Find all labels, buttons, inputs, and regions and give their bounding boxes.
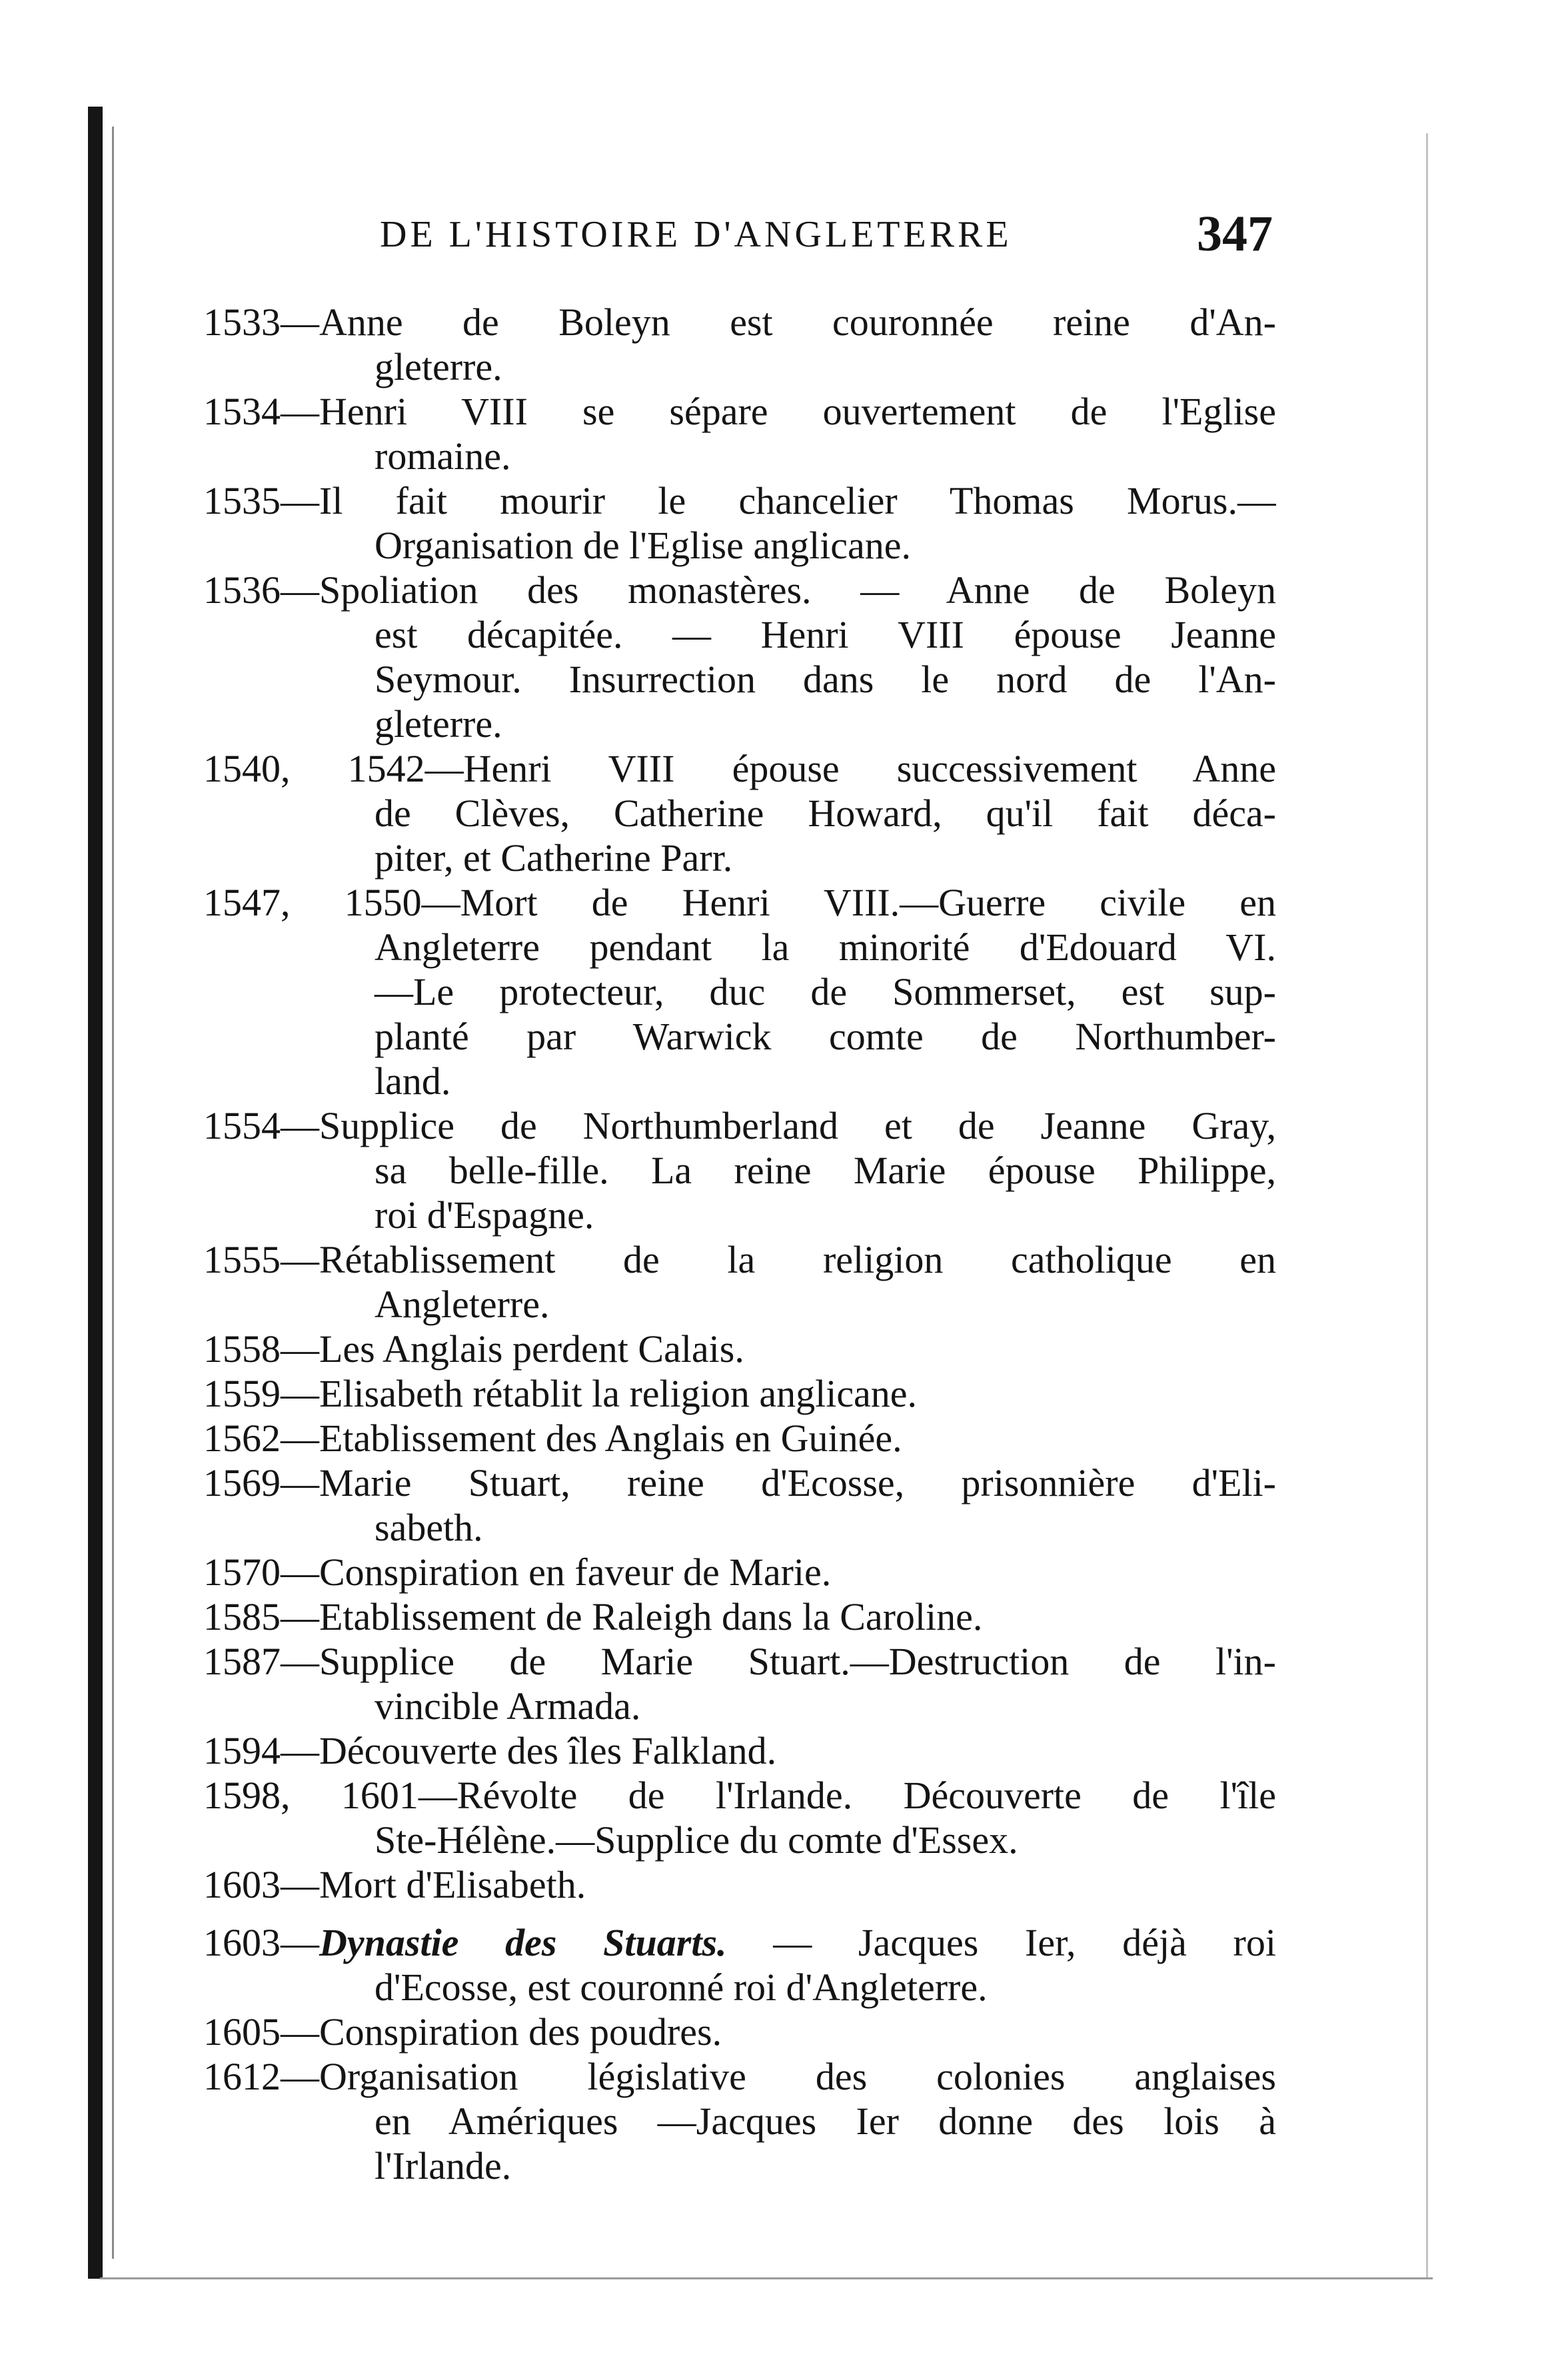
chronology-entry bbox=[203, 1371, 1276, 1416]
entry-first-line: 1587—Supplice de Marie Stuart.—Destruction de l'in- bbox=[203, 1640, 1276, 1683]
entry-continuation-line: Organisation de l'Eglise anglicane. bbox=[375, 524, 912, 567]
entry-continuation-line: gleterre. bbox=[375, 702, 502, 746]
chronology-entry bbox=[203, 389, 1276, 478]
entry-continuation-line: gleterre. bbox=[375, 345, 502, 388]
entry-first-line: 1534—Henri VIII se sépare ouvertement de l'Eglise bbox=[203, 390, 1276, 433]
entry-continuation-line: est décapitée. — Henri VIII épouse Jeanne bbox=[375, 613, 1276, 656]
entry-continuation-line: Seymour. Insurrection dans le nord de l'An- bbox=[375, 658, 1276, 701]
entry-first-line: 1603—Mort d'Elisabeth. bbox=[203, 1863, 586, 1906]
entry-first-line: 1536—Spoliation des monastères. — Anne de Boleyn bbox=[203, 568, 1276, 612]
entry-text: — Jacques Ier, déjà roi bbox=[726, 1921, 1276, 1964]
entry-first-line: 1598, 1601—Révolte de l'Irlande. Découverte de l'île bbox=[203, 1774, 1276, 1817]
entry-first-line: 1554—Supplice de Northumberland et de Jeanne Gray, bbox=[203, 1104, 1276, 1147]
entry-continuation-line: romaine. bbox=[375, 434, 511, 478]
chronology-list bbox=[203, 300, 1276, 2188]
entry-continuation-line: sabeth. bbox=[375, 1506, 483, 1549]
entry-continuation-line: sa belle-fille. La reine Marie épouse Philippe, bbox=[375, 1149, 1276, 1192]
page-header bbox=[380, 200, 1273, 267]
page-right-edge bbox=[1426, 133, 1428, 2279]
chronology-entry bbox=[203, 478, 1276, 568]
entry-continuation-line: Ste-Hélène.—Supplice du comte d'Essex. bbox=[375, 1818, 1018, 1862]
entry-year: 1603— bbox=[203, 1921, 319, 1964]
chronology-entry bbox=[203, 1728, 1276, 1773]
chronology-entry bbox=[203, 1237, 1276, 1327]
chronology-entry bbox=[203, 1862, 1276, 1907]
binding-shadow bbox=[112, 127, 114, 2259]
entry-continuation-line: land. bbox=[375, 1059, 451, 1103]
chronology-entry bbox=[203, 1639, 1276, 1728]
chronology-entry bbox=[203, 300, 1276, 389]
running-head: DE L'HISTOIRE D'ANGLETERRE bbox=[380, 214, 1012, 255]
entry-first-line: 1569—Marie Stuart, reine d'Ecosse, prisonnière d'Eli- bbox=[203, 1461, 1276, 1504]
entry-continuation-line: Angleterre pendant la minorité d'Edouard VI. bbox=[375, 925, 1276, 969]
entry-first-line: 1570—Conspiration en faveur de Marie. bbox=[203, 1550, 832, 1594]
entry-first-line: 1558—Les Anglais perdent Calais. bbox=[203, 1327, 744, 1371]
chronology-entry bbox=[203, 2054, 1276, 2188]
entry-first-line bbox=[203, 1920, 1276, 1965]
chronology-entry bbox=[203, 746, 1276, 880]
chronology-entry bbox=[203, 1920, 1276, 2010]
entry-first-line: 1559—Elisabeth rétablit la religion anglicane. bbox=[203, 1372, 918, 1415]
entry-continuation-line: vincible Armada. bbox=[375, 1684, 641, 1728]
entry-first-line: 1612—Organisation législative des colonies anglaises bbox=[203, 2055, 1276, 2098]
entry-continuation-line: roi d'Espagne. bbox=[375, 1193, 594, 1237]
entry-first-line: 1535—Il fait mourir le chancelier Thomas Morus.— bbox=[203, 479, 1276, 522]
chronology-entry bbox=[203, 1327, 1276, 1371]
chronology-entry bbox=[203, 1550, 1276, 1594]
chronology-entry bbox=[203, 1461, 1276, 1550]
entry-continuation-line: planté par Warwick comte de Northumber- bbox=[375, 1015, 1276, 1058]
entry-first-line: 1594—Découverte des îles Falkland. bbox=[203, 1729, 777, 1772]
chronology-entry bbox=[203, 2010, 1276, 2054]
binding-edge bbox=[88, 107, 103, 2279]
entry-first-line: 1562—Etablissement des Anglais en Guinée. bbox=[203, 1417, 902, 1460]
chronology-entry bbox=[203, 880, 1276, 1103]
page-bottom-edge bbox=[100, 2277, 1433, 2279]
chronology-entry bbox=[203, 1416, 1276, 1461]
entry-continuation-line: —Le protecteur, duc de Sommerset, est sup- bbox=[375, 970, 1276, 1013]
dynasty-heading: Dynastie des Stuarts. bbox=[319, 1921, 727, 1964]
entry-continuation-line: en Amériques —Jacques Ier donne des lois à bbox=[375, 2099, 1276, 2143]
section-gap bbox=[203, 1907, 1276, 1920]
entry-continuation-line: piter, et Catherine Parr. bbox=[375, 836, 733, 880]
entry-first-line: 1555—Rétablissement de la religion catholique en bbox=[203, 1238, 1276, 1281]
entry-first-line: 1547, 1550—Mort de Henri VIII.—Guerre civile en bbox=[203, 881, 1276, 924]
entry-first-line: 1585—Etablissement de Raleigh dans la Caroline. bbox=[203, 1595, 983, 1638]
chronology-entry bbox=[203, 1594, 1276, 1639]
entry-first-line: 1605—Conspiration des poudres. bbox=[203, 2010, 722, 2054]
chronology-entry bbox=[203, 1773, 1276, 1862]
entry-continuation-line: de Clèves, Catherine Howard, qu'il fait déca- bbox=[375, 792, 1276, 835]
page-number: 347 bbox=[1197, 206, 1273, 262]
entry-first-line: 1540, 1542—Henri VIII épouse successivement Anne bbox=[203, 747, 1276, 790]
entry-continuation-line: d'Ecosse, est couronné roi d'Angleterre. bbox=[375, 1966, 988, 2009]
chronology-entry bbox=[203, 1103, 1276, 1237]
entry-first-line: 1533—Anne de Boleyn est couronnée reine d'An- bbox=[203, 300, 1276, 344]
chronology-entry bbox=[203, 568, 1276, 746]
entry-continuation-line: l'Irlande. bbox=[375, 2144, 512, 2187]
entry-continuation-line: Angleterre. bbox=[375, 1283, 550, 1326]
